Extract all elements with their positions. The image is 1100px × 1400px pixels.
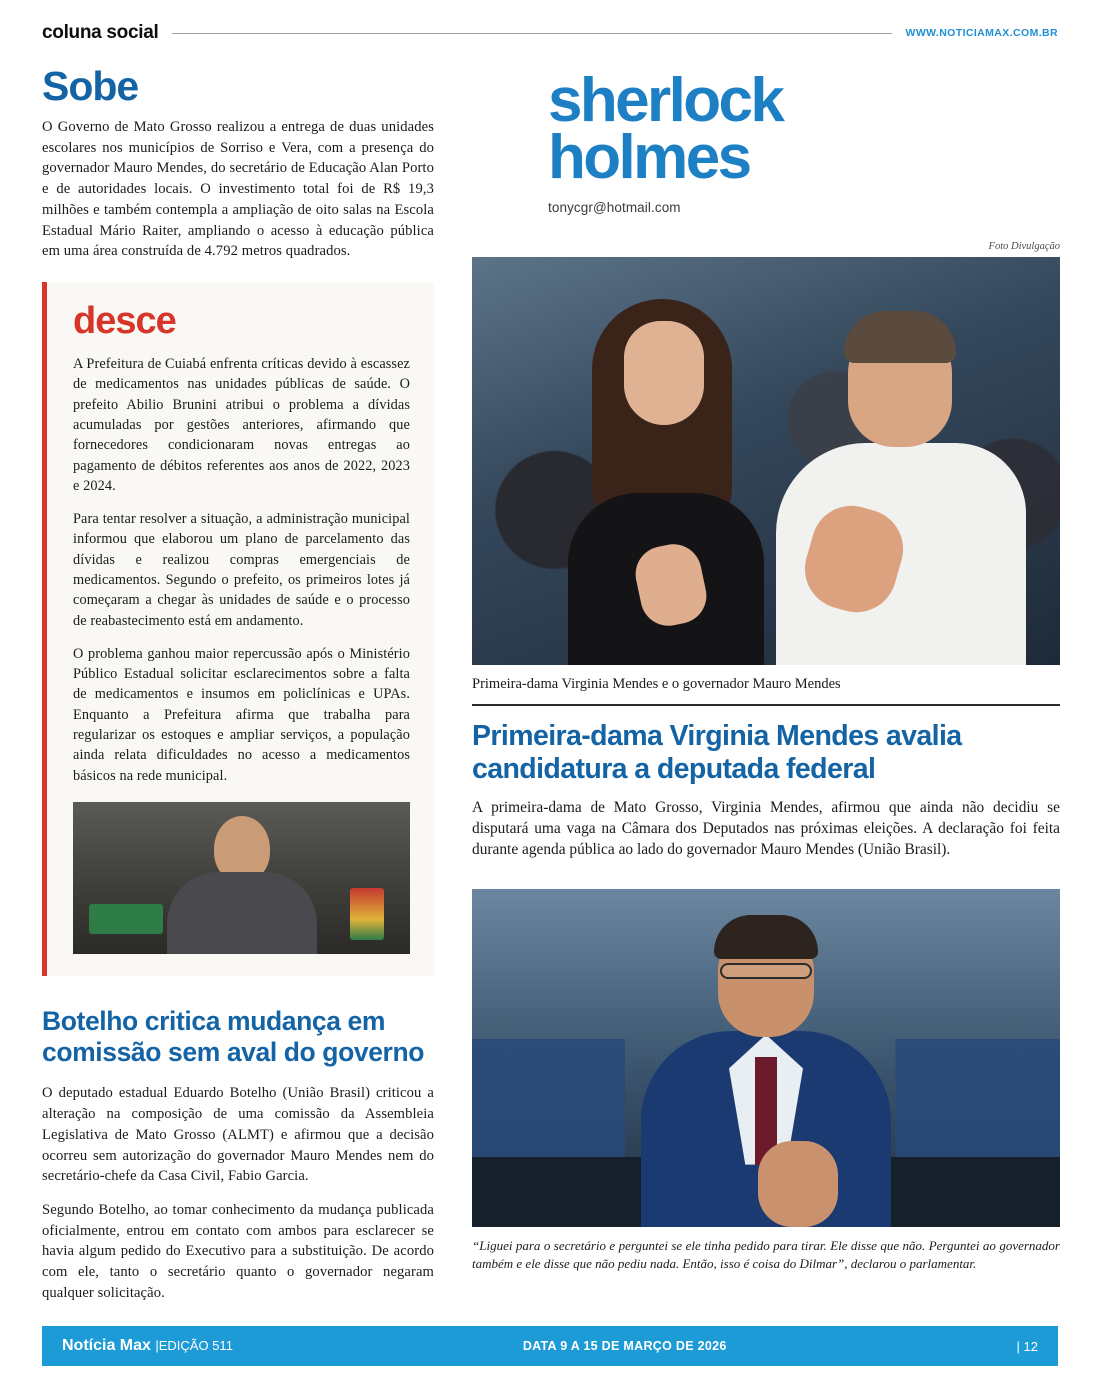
desce-paragraph-1: A Prefeitura de Cuiabá enfrenta críticas devido à escassez de medicamentos nas unidades públicas de saúde. O prefeito Abilio Brunini atribui o problema a dívidas acumuladas por gestões anteriores, afirmando que fornecedores condicionaram novas entregas ao pagamento de débitos referentes aos anos de 2022, 2023 e 2024. [73, 356, 410, 494]
photo-abilio-brunini [73, 802, 410, 954]
botelho-headline: Botelho critica mudança em comissão sem aval do governo [42, 1005, 425, 1067]
photo-subject-hand [758, 1141, 838, 1227]
page-masthead [42, 18, 1058, 44]
column-logo [472, 64, 1060, 215]
sobe-body [42, 117, 434, 262]
photo-subject-body [167, 872, 317, 954]
page-footer [42, 1326, 1058, 1366]
photo-plaque [89, 904, 163, 934]
desce-body [73, 354, 410, 786]
footer-brand-name: Notícia Max [62, 1337, 151, 1354]
footer-date: DATA 9 A 15 DE MARÇO DE 2026 [522, 1339, 727, 1353]
photo-subject-glasses [720, 963, 812, 979]
sobe-title: Sobe [42, 63, 139, 109]
photo-person1-face [624, 321, 704, 425]
photo-quote-caption: “Liguei para o secretário e perguntei se ele tinha pedido para tirar. Ele disse que não. Perguntei ao governador também e ele disse que não pediu nada. Então, isso é coisa do Dilmar”, declarou o parlamentar. [472, 1237, 1060, 1272]
photo-flag [350, 888, 384, 940]
botelho-paragraph-2: Segundo Botelho, ao tomar conhecimento da mudança publicada oficialmente, entrou em contato com ambos para esclarecer se havia algum pedido do Executivo para a substituição. De acordo com ele, tanto o secretário quanto o governador negaram qualquer solicitação. [42, 1202, 434, 1301]
photo-deputy-session [472, 889, 1060, 1227]
footer-edition: |EDIÇÃO 511 [155, 1338, 233, 1353]
footer-page-number: | 12 [1016, 1338, 1038, 1354]
right-column [472, 64, 1060, 1304]
column-logo-line-1: sherlock [548, 66, 783, 135]
masthead-divider [172, 33, 891, 34]
photo-subject-hair [714, 915, 818, 959]
sobe-article [42, 63, 434, 262]
botelho-article [42, 1006, 434, 1304]
column-logo-line-2: holmes [548, 123, 750, 193]
desce-paragraph-3: O problema ganhou maior repercussão após o Ministério Público Estadual solicitar esclarecimentos sobre a falta de medicamentos e insumos em policlínicas e UPAs. Enquanto a Prefeitura afirma que trabalha para regularizar os estoques e ampliar serviços, a população ainda relata dificuldades no acesso a medicamentos básicos na rede municipal. [73, 645, 410, 784]
page-content [42, 64, 1058, 1304]
botelho-body [42, 1083, 434, 1303]
sobe-paragraph: O Governo de Mato Grosso realizou a entrega de duas unidades escolares nos municípios de Sorriso e Vera, com a presença do governador Mauro Mendes, do secretário de Educação Alan Porto e de autoridades locais. O investimento total foi de R$ 19,3 milhões e também contempla a ampliação de oito salas na Escola Estadual Mário Raiter, ampliando o acesso à educação pública em uma área construída de 4.792 metros quadrados. [42, 119, 434, 260]
botelho-paragraph-1: O deputado estadual Eduardo Botelho (União Brasil) criticou a alteração na composição de uma comissão da Assembleia Legislativa de Mato Grosso (ALMT) e afirmou que a decisão ocorreu sem autorização do governador Mauro Mendes nem do secretário-chefe da Casa Civil, Fabio Garcia. [42, 1085, 434, 1185]
section-label: coluna social [42, 22, 159, 43]
desce-article [42, 282, 434, 976]
desce-paragraph-2: Para tentar resolver a situação, a administração municipal informou que elaborou um plano de parcelamento das dívidas e realizou compras emergenciais de medicamentos. Segundo o prefeito, os primeiros lotes já começaram a chegar às unidades de saúde e o processo de reabastecimento está em andamento. [73, 511, 410, 629]
left-column [42, 64, 434, 1304]
main-headline: Primeira-dama Virginia Mendes avalia candidatura a deputada federal [472, 720, 962, 786]
photo-person2-hair [844, 311, 956, 363]
column-email[interactable]: tonycgr@hotmail.com [548, 200, 681, 216]
photo-caption: Primeira-dama Virginia Mendes e o governador Mauro Mendes [472, 665, 1060, 706]
desce-title: desce [73, 300, 176, 343]
photo-first-lady-and-governor [472, 257, 1060, 665]
footer-brand [62, 1337, 233, 1355]
photo-credit: Foto Divulgação [988, 241, 1060, 253]
main-lede: A primeira-dama de Mato Grosso, Virginia Mendes, afirmou que ainda não decidiu se disputará uma vaga na Câmara dos Deputados nas próximas eleições. A declaração foi feita durante agenda pública ao lado do governador Mauro Mendes (União Brasil). [472, 798, 1060, 858]
website-url[interactable]: WWW.NOTICIAMAX.COM.BR [905, 27, 1058, 39]
